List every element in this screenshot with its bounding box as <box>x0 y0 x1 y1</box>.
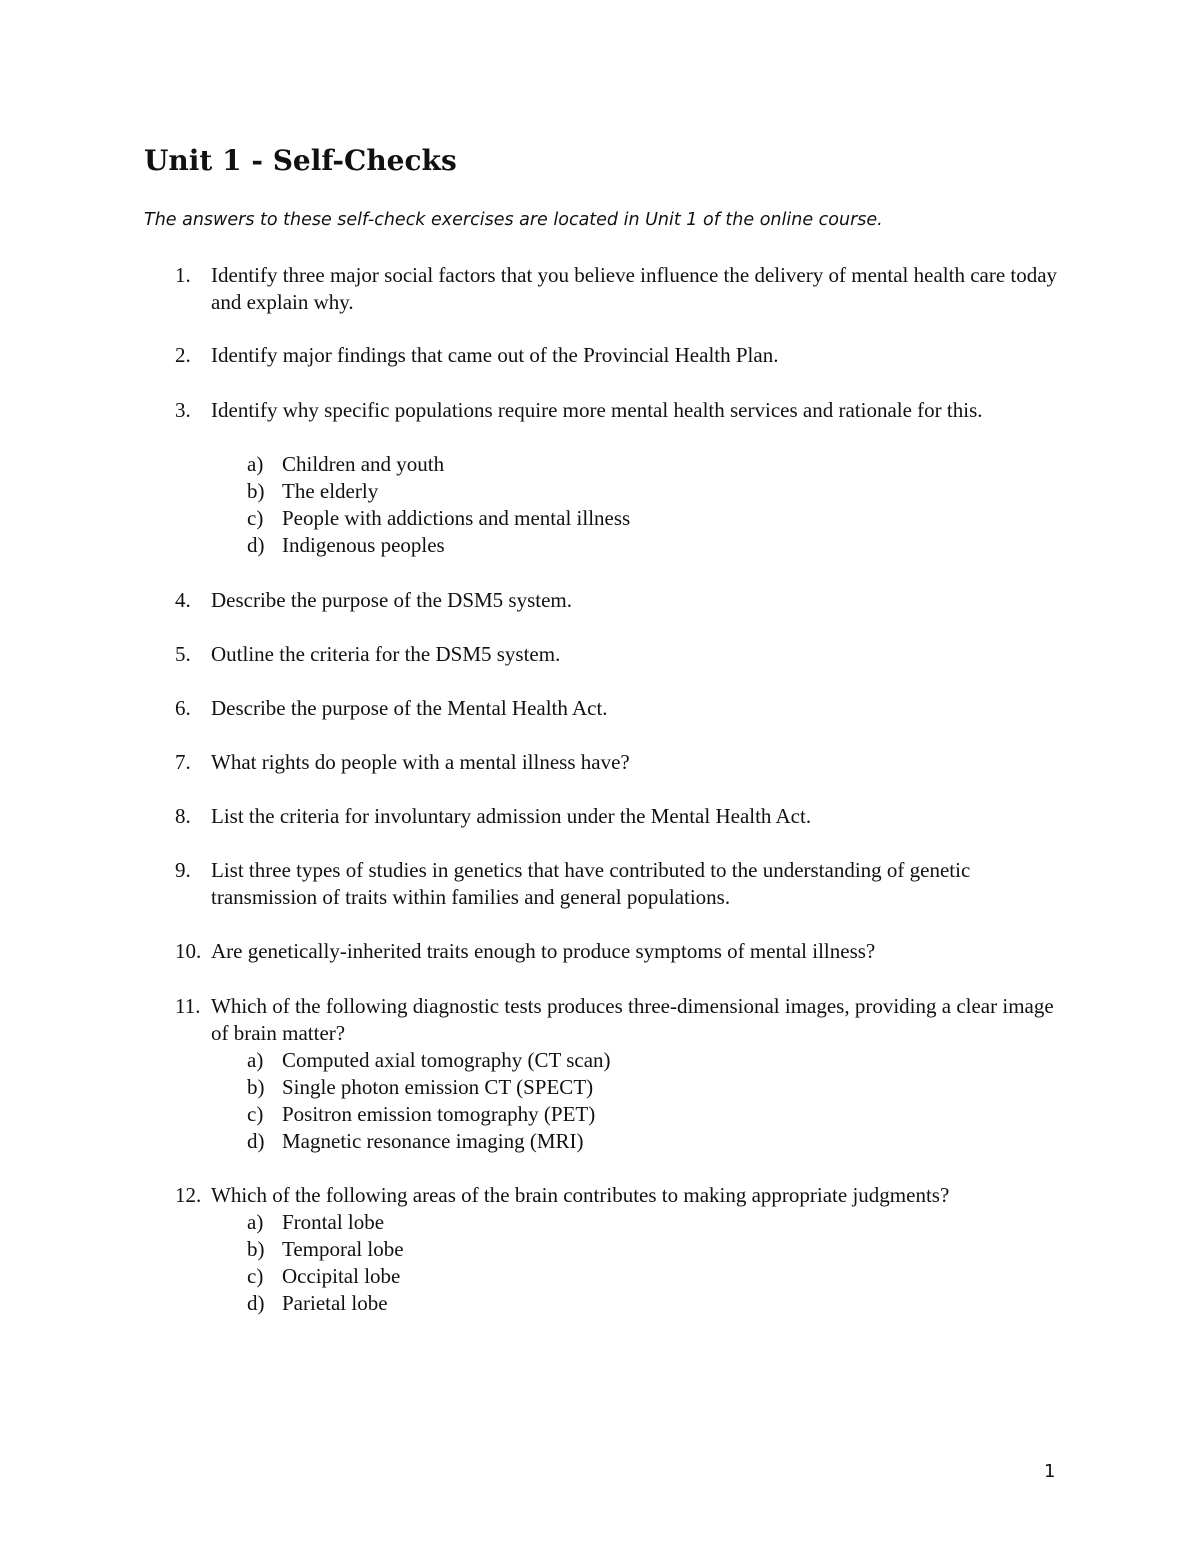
question-text: Identify why specific populations require more mental health services and rationale for this. <box>211 398 983 422</box>
question-number: 7. <box>175 750 191 774</box>
question-number: 1. <box>175 263 191 287</box>
question-text: Identify major findings that came out of the Provincial Health Plan. <box>211 343 779 367</box>
option-label: c) <box>247 1264 264 1288</box>
page-subtitle: The answers to these self-check exercises are located in Unit 1 of the online course. <box>144 210 883 230</box>
option-text: The elderly <box>282 479 379 503</box>
option-text: Positron emission tomography (PET) <box>282 1102 596 1126</box>
question-text: Which of the following diagnostic tests produces three-dimensional images, providing a clear image of brain matter? <box>211 994 1054 1045</box>
option-label: d) <box>247 1291 265 1315</box>
question-number: 4. <box>175 588 191 612</box>
option-text: Occipital lobe <box>282 1264 401 1288</box>
question-text: List three types of studies in genetics that have contributed to the understanding of genetic transmission of traits within families and general populations. <box>211 858 971 909</box>
question-text: Outline the criteria for the DSM5 system. <box>211 642 561 666</box>
option-text: Frontal lobe <box>282 1210 385 1234</box>
option-text: Parietal lobe <box>282 1291 388 1315</box>
question-number: 9. <box>175 858 191 882</box>
question-text: Which of the following areas of the brain contributes to making appropriate judgments? <box>211 1183 950 1207</box>
option-text: Children and youth <box>282 452 445 476</box>
question-text: Identify three major social factors that you believe influence the delivery of mental health care today and explain why. <box>211 263 1058 314</box>
option-label: b) <box>247 1075 265 1099</box>
option-label: d) <box>247 1129 265 1153</box>
question-text: Are genetically-inherited traits enough to produce symptoms of mental illness? <box>211 939 876 963</box>
question-number: 3. <box>175 398 191 422</box>
page-number: 1 <box>1044 1461 1056 1482</box>
question-number: 6. <box>175 696 191 720</box>
option-label: a) <box>247 1210 264 1234</box>
option-text: Indigenous peoples <box>282 533 445 557</box>
question-number: 2. <box>175 343 191 367</box>
question-text: Describe the purpose of the DSM5 system. <box>211 588 573 612</box>
question-text: Describe the purpose of the Mental Health Act. <box>211 696 608 720</box>
option-text: Computed axial tomography (CT scan) <box>282 1048 611 1072</box>
option-label: c) <box>247 506 264 530</box>
question-number: 5. <box>175 642 191 666</box>
option-text: Magnetic resonance imaging (MRI) <box>282 1129 584 1153</box>
option-label: c) <box>247 1102 264 1126</box>
question-number: 12. <box>175 1183 202 1207</box>
option-label: b) <box>247 479 265 503</box>
question-number: 10. <box>175 939 202 963</box>
question-text: What rights do people with a mental illness have? <box>211 750 630 774</box>
option-label: d) <box>247 533 265 557</box>
page-title: Unit 1 - Self-Checks <box>144 144 457 177</box>
option-text: Single photon emission CT (SPECT) <box>282 1075 594 1099</box>
question-number: 11. <box>175 994 201 1018</box>
question-text: List the criteria for involuntary admission under the Mental Health Act. <box>211 804 812 828</box>
option-text: Temporal lobe <box>282 1237 404 1261</box>
option-label: b) <box>247 1237 265 1261</box>
option-label: a) <box>247 1048 264 1072</box>
option-text: People with addictions and mental illness <box>282 506 631 530</box>
question-number: 8. <box>175 804 191 828</box>
option-label: a) <box>247 452 264 476</box>
